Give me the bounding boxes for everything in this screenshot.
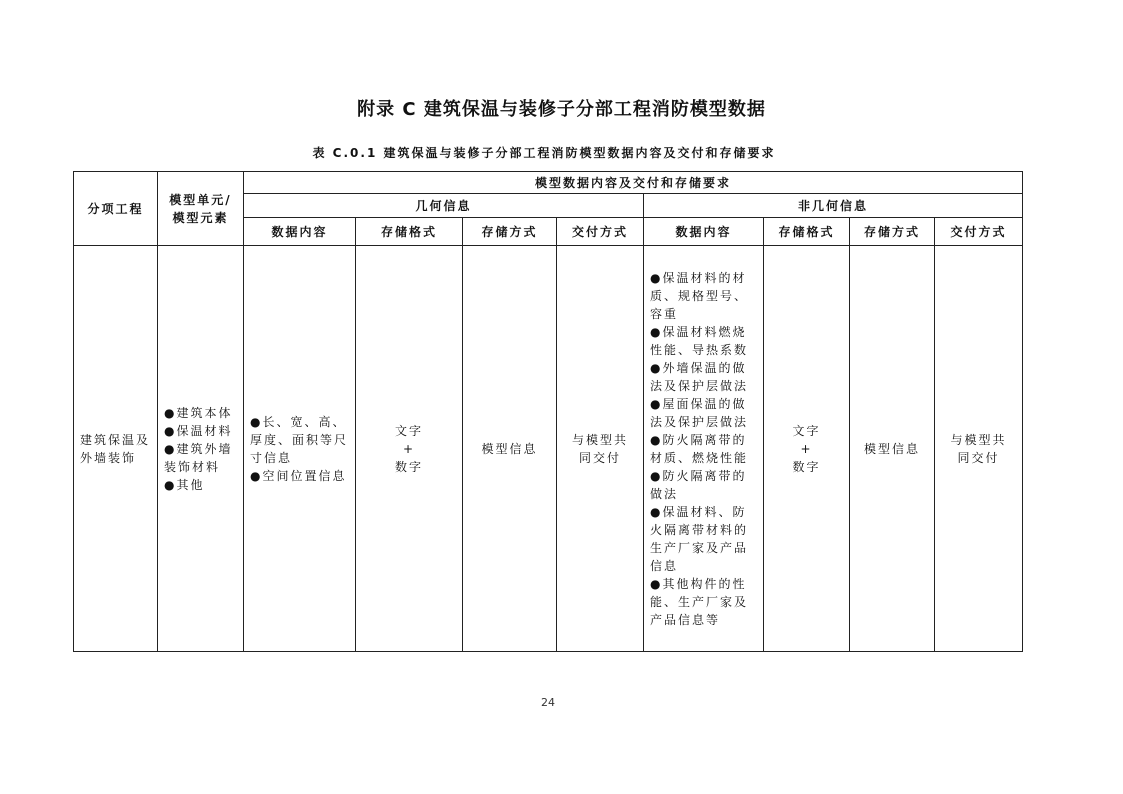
list-item: ●屋面保温的做法及保护层做法 <box>650 396 749 429</box>
list-item: ●防火隔离带的做法 <box>650 468 747 501</box>
list-item: ●空间位置信息 <box>250 468 347 483</box>
cell-geo-delivery: 与模型共同交付 <box>557 246 644 652</box>
header-geometric-info: 几何信息 <box>244 194 644 218</box>
list-item: ●保温材料、防火隔离带材料的生产厂家及产品信息 <box>650 504 749 573</box>
header-subproject: 分项工程 <box>74 172 158 246</box>
cell-nongeo-delivery: 与模型共同交付 <box>935 246 1023 652</box>
format-line: 文字 <box>394 423 423 438</box>
list-item: ●外墙保温的做法及保护层做法 <box>650 360 749 393</box>
format-line: 文字 <box>792 423 821 438</box>
list-item: ●长、宽、高、厚度、面积等尺寸信息 <box>250 414 349 465</box>
cell-model-elements <box>158 246 244 652</box>
header-geo-format: 存储格式 <box>356 218 463 246</box>
header-nongeometric-info: 非几何信息 <box>644 194 1023 218</box>
list-item: ●防火隔离带的材质、燃烧性能 <box>650 432 749 465</box>
format-line: + <box>402 441 416 456</box>
header-nongeo-format: 存储格式 <box>764 218 850 246</box>
cell-geo-content <box>244 246 356 652</box>
cell-subproject: 建筑保温及外墙装饰 <box>74 246 158 652</box>
cell-geo-format <box>356 246 463 652</box>
appendix-title: 附录 C 建筑保温与装修子分部工程消防模型数据 <box>357 99 766 120</box>
list-item: ●保温材料 <box>164 423 233 438</box>
list-item: ●建筑本体 <box>164 405 233 420</box>
format-line: 数字 <box>792 459 821 474</box>
page-number: 24 <box>541 696 555 709</box>
header-model-unit <box>158 172 244 246</box>
list-item: ●保温材料的材质、规格型号、容重 <box>650 270 749 321</box>
list-item: ●建筑外墙装饰材料 <box>164 441 233 474</box>
cell-geo-storage: 模型信息 <box>463 246 557 652</box>
list-item: ●其他 <box>164 477 205 492</box>
format-line: + <box>800 441 813 456</box>
cell-nongeo-content <box>644 246 764 652</box>
header-group-requirements: 模型数据内容及交付和存储要求 <box>244 172 1023 194</box>
header-geo-delivery: 交付方式 <box>557 218 644 246</box>
header-nongeo-content: 数据内容 <box>644 218 764 246</box>
header-model-unit-line2: 模型元素 <box>172 210 229 225</box>
header-geo-content: 数据内容 <box>244 218 356 246</box>
table-caption: 表 C.0.1 建筑保温与装修子分部工程消防模型数据内容及交付和存储要求 <box>312 146 776 160</box>
table-row <box>74 246 1023 652</box>
header-model-unit-line1: 模型单元/ <box>169 192 232 207</box>
header-geo-storage: 存储方式 <box>463 218 557 246</box>
list-item: ●保温材料燃烧性能、导热系数 <box>650 324 749 357</box>
header-nongeo-storage: 存储方式 <box>850 218 935 246</box>
list-item: ●其他构件的性能、生产厂家及产品信息等 <box>650 576 749 627</box>
header-nongeo-delivery: 交付方式 <box>935 218 1023 246</box>
cell-nongeo-storage: 模型信息 <box>850 246 935 652</box>
format-line: 数字 <box>394 459 423 474</box>
fire-model-data-table <box>73 171 1023 652</box>
cell-nongeo-format <box>764 246 850 652</box>
